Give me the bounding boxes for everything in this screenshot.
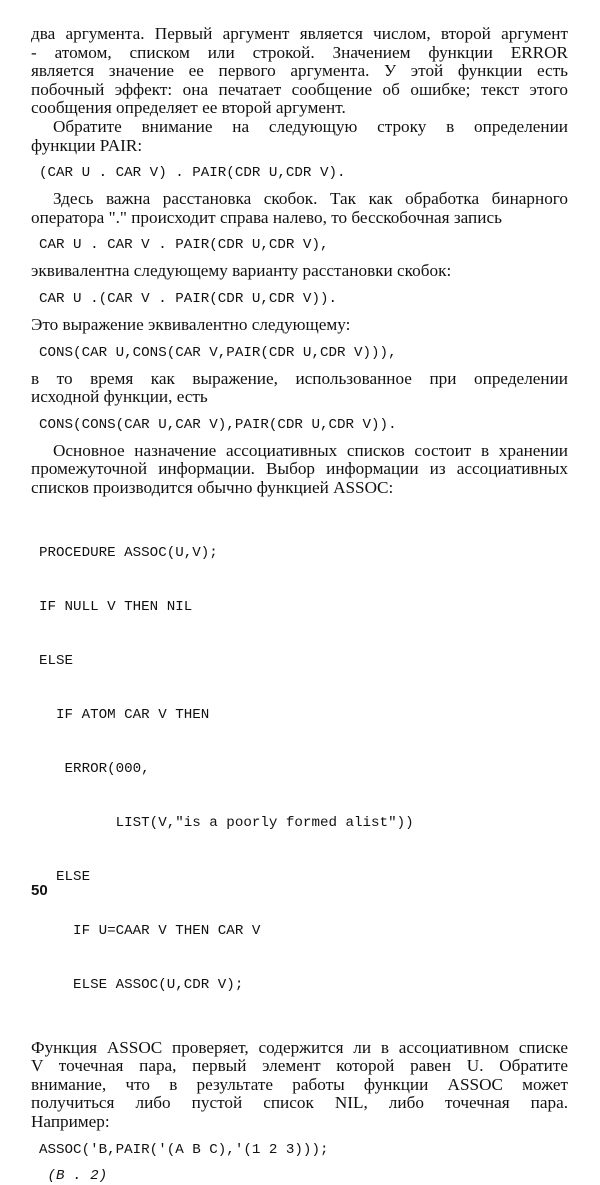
text-line: побочный эффект: она печатает сообщение об ошибке; текст этого — [31, 79, 568, 99]
code-line: ELSE — [39, 652, 74, 669]
text-line: Основное назначение ассоциативных списков состоит в хранении — [53, 440, 568, 460]
paragraph-assoc-description — [31, 1039, 568, 1132]
text-line: получиться либо пустой список NIL, либо точечная пара. — [31, 1093, 568, 1113]
page-number: 50 — [31, 882, 48, 899]
paragraph-original — [31, 370, 568, 407]
text-line: Например: — [31, 1111, 110, 1131]
code-line: ERROR(000, — [39, 760, 150, 777]
paragraph-pair-note — [31, 118, 568, 155]
code-line: IF U=CAAR V THEN CAR V — [39, 922, 261, 939]
code-line: ELSE — [39, 868, 91, 885]
code-assoc-procedure — [31, 508, 568, 1030]
code-cons-nested: CONS(CAR U,CONS(CAR V,PAIR(CDR U,CDR V))), — [39, 344, 397, 361]
code-assoc-result: (B . 2) — [39, 1168, 108, 1185]
page-body — [31, 20, 568, 1185]
text-line: промежуточной информации. Выбор информации из ассоциативных — [31, 459, 568, 479]
code-bracketed: CAR U .(CAR V . PAIR(CDR U,CDR V)). — [39, 290, 337, 307]
code-pair-line: (CAR U . CAR V) . PAIR(CDR U,CDR V). — [39, 165, 346, 182]
paragraph-brackets — [31, 190, 568, 227]
paragraph-error-description — [31, 25, 568, 118]
text-line: V точечная пара, первый элемент которой равен U. Обратите — [31, 1056, 568, 1076]
text-line: два аргумента. Первый аргумент является числом, второй аргумент — [31, 24, 568, 43]
code-assoc-example: ASSOC('B,PAIR('(A B C),'(1 2 3))); — [39, 1142, 329, 1159]
text-line: эквивалентна следующему варианту расстановки скобок: — [31, 261, 452, 281]
text-line: в то время как выражение, использованное при определении — [31, 368, 568, 388]
text-line: списков производится обычно функцией ASSOC: — [31, 477, 394, 497]
paragraph-assoc-intro — [31, 442, 568, 498]
text-line: является значение ее первого аргумента. У этой функции есть — [31, 61, 568, 81]
text-line: внимание, что в результате работы функции ASSOC может — [31, 1074, 568, 1094]
text-line: Функция ASSOC проверяет, содержится ли в ассоциативном списке — [31, 1037, 568, 1057]
text-line: оператора "." происходит справа налево, то бесскобочная запись — [31, 207, 502, 227]
code-line: IF ATOM CAR V THEN — [39, 706, 210, 723]
text-line: Обратите внимание на следующую строку в определении — [53, 116, 568, 136]
code-unbracketed: CAR U . CAR V . PAIR(CDR U,CDR V), — [39, 237, 329, 254]
text-line: исходной функции, есть — [31, 387, 208, 407]
text-line: сообщения определяет ее второй аргумент. — [31, 98, 346, 118]
code-cons-original: CONS(CONS(CAR U,CAR V),PAIR(CDR U,CDR V)). — [39, 416, 397, 433]
text-line: функции PAIR: — [31, 135, 143, 155]
text-line: Это выражение эквивалентно следующему: — [31, 314, 351, 334]
text-line: - атомом, списком или строкой. Значением функции ERROR — [31, 42, 568, 62]
code-line: PROCEDURE ASSOC(U,V); — [39, 544, 218, 561]
paragraph-expression — [31, 316, 568, 335]
paragraph-equivalent — [31, 262, 568, 281]
text-line: Здесь важна расстановка скобок. Так как обработка бинарного — [53, 189, 568, 209]
code-line: IF NULL V THEN NIL — [39, 598, 193, 615]
code-line: LIST(V,"is a poorly formed alist")) — [39, 814, 414, 831]
code-line: ELSE ASSOC(U,CDR V); — [39, 976, 244, 993]
